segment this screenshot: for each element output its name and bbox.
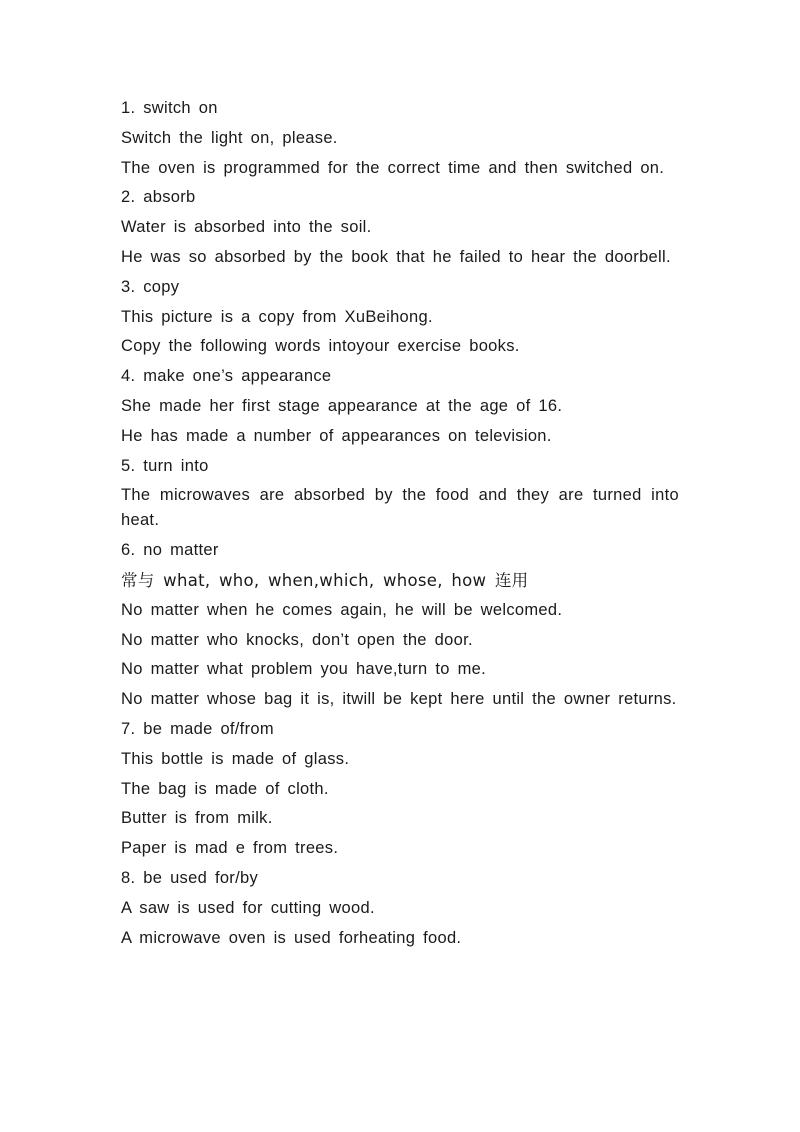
example-sentence: No matter what problem you have,turn to me. [121, 660, 486, 679]
example-sentence: The microwaves are absorbed by the food and they are turned into heat. [121, 486, 679, 530]
example-sentence: He has made a number of appearances on television. [121, 426, 552, 445]
example-sentence: Water is absorbed into the soil. [121, 218, 372, 237]
heading-make-appearance: 4. make one’s appearance [121, 367, 332, 386]
example-sentence: This picture is a copy from XuBeihong. [121, 307, 433, 326]
example-sentence: No matter when he comes again, he will be welcomed. [121, 600, 563, 619]
example-sentence: Paper is mad e from trees. [121, 839, 339, 858]
example-sentence: No matter whose bag it is, itwill be kept here until the owner returns. [121, 690, 677, 709]
document-page [121, 96, 679, 955]
heading-be-made-of-from: 7. be made of/from [121, 719, 274, 738]
example-sentence: The oven is programmed for the correct time and then switched on. [121, 158, 665, 177]
heading-be-used-for-by: 8. be used for/by [121, 868, 259, 887]
example-sentence: The bag is made of cloth. [121, 779, 329, 798]
example-sentence: This bottle is made of glass. [121, 749, 350, 768]
example-sentence: A microwave oven is used forheating food. [121, 928, 462, 947]
heading-absorb: 2. absorb [121, 188, 196, 207]
heading-copy: 3. copy [121, 277, 180, 296]
example-sentence: No matter who knocks, don’t open the door. [121, 630, 473, 649]
heading-turn-into: 5. turn into [121, 456, 209, 475]
usage-note: 常与 what, who, when,which, whose, how 连用 [121, 570, 529, 590]
example-sentence: Switch the light on, please. [121, 128, 338, 147]
example-sentence: Copy the following words intoyour exercise books. [121, 337, 520, 356]
example-sentence: She made her first stage appearance at the age of 16. [121, 396, 563, 415]
heading-no-matter: 6. no matter [121, 541, 219, 560]
example-sentence: Butter is from milk. [121, 809, 273, 828]
example-sentence: A saw is used for cutting wood. [121, 898, 375, 917]
heading-switch-on: 1. switch on [121, 99, 218, 117]
example-sentence: He was so absorbed by the book that he failed to hear the doorbell. [121, 247, 671, 266]
